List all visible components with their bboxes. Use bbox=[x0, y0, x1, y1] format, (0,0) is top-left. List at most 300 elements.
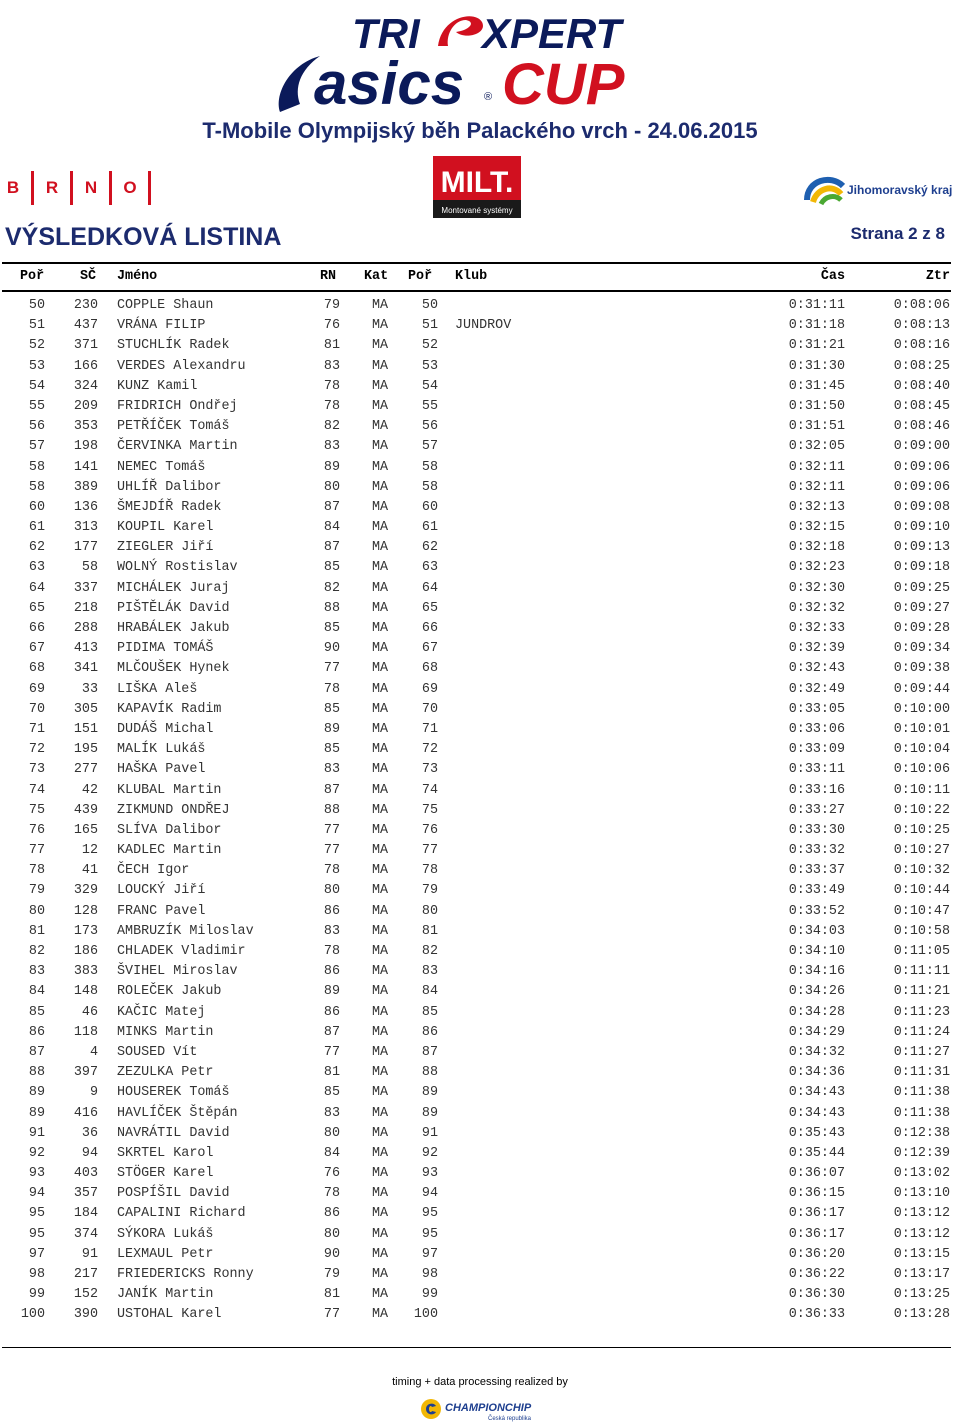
cell-rank: 69 bbox=[28, 681, 45, 697]
cell-bib: 46 bbox=[81, 1004, 98, 1020]
cell-year: 82 bbox=[323, 419, 340, 435]
cell-time: 0:34:36 bbox=[788, 1065, 845, 1081]
cell-gap: 0:08:45 bbox=[893, 398, 950, 414]
cell-year: 80 bbox=[323, 1125, 340, 1141]
cell-name: CAPALINI Richard bbox=[117, 1206, 246, 1222]
table-row bbox=[0, 478, 960, 498]
cell-rank: 51 bbox=[28, 318, 45, 334]
results-table bbox=[0, 296, 960, 1326]
cell-name: LEXMAUL Petr bbox=[117, 1246, 214, 1262]
cell-category: MA bbox=[371, 903, 389, 919]
cell-name: HRABÁLEK Jakub bbox=[117, 621, 230, 636]
cell-rank: 77 bbox=[28, 843, 45, 859]
cell-year: 85 bbox=[323, 701, 340, 717]
cell-year: 77 bbox=[323, 1044, 340, 1060]
header-bottom-rule bbox=[2, 290, 951, 292]
cell-category-rank: 77 bbox=[421, 843, 438, 859]
cell-name: ŠVIHEL Miroslav bbox=[117, 964, 238, 980]
cell-name: KADLEC Martin bbox=[117, 843, 222, 859]
brno-letter: B bbox=[6, 178, 20, 197]
cell-rank: 84 bbox=[28, 984, 45, 1000]
cell-category: MA bbox=[371, 641, 389, 657]
cell-bib: 195 bbox=[73, 742, 98, 758]
cell-rank: 75 bbox=[28, 802, 45, 818]
cell-year: 79 bbox=[323, 1267, 340, 1282]
cell-rank: 98 bbox=[28, 1267, 45, 1282]
cell-category-rank: 63 bbox=[421, 560, 438, 576]
cell-name: SOUSED Vít bbox=[117, 1044, 198, 1060]
cell-gap: 0:09:44 bbox=[893, 681, 950, 697]
cell-bib: 94 bbox=[81, 1145, 98, 1161]
cell-time: 0:32:32 bbox=[788, 600, 845, 616]
col-time: Čas bbox=[820, 269, 845, 284]
cell-gap: 0:10:58 bbox=[893, 923, 950, 939]
cell-gap: 0:09:25 bbox=[893, 580, 950, 596]
cell-gap: 0:11:38 bbox=[893, 1105, 950, 1121]
cell-category: MA bbox=[371, 1307, 389, 1323]
cell-rank: 99 bbox=[28, 1287, 45, 1303]
cell-time: 0:33:06 bbox=[788, 721, 845, 737]
table-row bbox=[0, 902, 960, 922]
cell-category: MA bbox=[371, 964, 389, 980]
cell-rank: 52 bbox=[28, 338, 45, 354]
cell-name: KLUBAL Martin bbox=[117, 782, 222, 798]
cell-time: 0:33:37 bbox=[788, 863, 845, 879]
cell-time: 0:35:43 bbox=[788, 1125, 845, 1141]
cell-category-rank: 65 bbox=[421, 600, 438, 616]
cell-category: MA bbox=[371, 701, 389, 717]
cell-name: JANÍK Martin bbox=[117, 1287, 214, 1303]
cell-bib: 33 bbox=[81, 681, 98, 697]
cell-time: 0:31:11 bbox=[788, 298, 845, 313]
cell-bib: 337 bbox=[73, 580, 98, 596]
cell-gap: 0:11:27 bbox=[893, 1044, 950, 1060]
cell-bib: 403 bbox=[73, 1166, 98, 1182]
cell-name: ČECH Igor bbox=[117, 863, 190, 879]
cell-year: 77 bbox=[323, 1307, 340, 1323]
col-year: RN bbox=[320, 269, 337, 284]
cell-name: VERDES Alexandru bbox=[117, 358, 246, 374]
cell-rank: 58 bbox=[28, 459, 45, 475]
cell-year: 77 bbox=[323, 661, 340, 677]
cell-rank: 95 bbox=[28, 1206, 45, 1222]
cell-time: 0:33:32 bbox=[788, 843, 845, 859]
cell-rank: 76 bbox=[28, 822, 45, 838]
cell-name: DUDÁŠ Michal bbox=[117, 721, 214, 737]
cell-name: ČERVINKA Martin bbox=[117, 439, 238, 455]
table-row bbox=[0, 316, 960, 336]
cell-gap: 0:09:10 bbox=[893, 520, 950, 536]
cell-bib: 91 bbox=[81, 1246, 98, 1262]
logo-text-tri: TRI bbox=[352, 10, 420, 57]
cell-year: 78 bbox=[323, 398, 340, 414]
table-row bbox=[0, 1104, 960, 1124]
sheet-title: VÝSLEDKOVÁ LISTINA bbox=[5, 223, 282, 251]
cell-year: 86 bbox=[323, 1004, 340, 1020]
table-row bbox=[0, 700, 960, 720]
cell-category: MA bbox=[371, 721, 389, 737]
cell-category: MA bbox=[371, 822, 389, 838]
cell-category-rank: 100 bbox=[413, 1307, 438, 1323]
cell-category-rank: 72 bbox=[421, 742, 438, 758]
cell-category-rank: 67 bbox=[421, 641, 438, 657]
cell-year: 85 bbox=[323, 742, 340, 758]
cell-gap: 0:10:00 bbox=[893, 701, 950, 717]
table-row bbox=[0, 1245, 960, 1265]
cell-category-rank: 83 bbox=[421, 964, 438, 980]
table-row bbox=[0, 518, 960, 538]
cell-gap: 0:10:25 bbox=[893, 822, 950, 838]
cell-year: 81 bbox=[323, 1287, 340, 1303]
cell-bib: 128 bbox=[73, 903, 98, 919]
cell-year: 83 bbox=[323, 923, 340, 939]
cell-gap: 0:08:13 bbox=[893, 318, 950, 334]
cell-category-rank: 75 bbox=[421, 802, 438, 818]
table-row bbox=[0, 1164, 960, 1184]
cell-bib: 184 bbox=[73, 1206, 98, 1222]
cell-rank: 89 bbox=[28, 1105, 45, 1121]
cell-time: 0:33:16 bbox=[788, 782, 845, 798]
logo-text-cup: CUP bbox=[502, 52, 625, 116]
cell-year: 84 bbox=[323, 520, 340, 536]
cell-name: SLÍVA Dalibor bbox=[117, 822, 222, 838]
cell-category: MA bbox=[371, 520, 389, 536]
cell-category-rank: 50 bbox=[421, 298, 438, 313]
cell-gap: 0:10:11 bbox=[893, 782, 950, 798]
cell-name: ZIKMUND ONDŘEJ bbox=[117, 802, 230, 818]
cell-category-rank: 60 bbox=[421, 499, 438, 515]
cell-year: 89 bbox=[323, 721, 340, 737]
cell-bib: 374 bbox=[73, 1226, 98, 1242]
cell-category: MA bbox=[371, 1044, 389, 1060]
cell-time: 0:32:11 bbox=[788, 479, 845, 495]
cell-year: 83 bbox=[323, 358, 340, 374]
cell-bib: 41 bbox=[81, 863, 98, 879]
cell-category-rank: 53 bbox=[421, 358, 438, 374]
cell-gap: 0:08:40 bbox=[893, 378, 950, 394]
cell-name: UHLÍŘ Dalibor bbox=[117, 479, 222, 495]
cell-name: COPPLE Shaun bbox=[117, 298, 214, 313]
cell-year: 78 bbox=[323, 681, 340, 697]
cell-time: 0:32:05 bbox=[788, 439, 845, 455]
cell-year: 78 bbox=[323, 863, 340, 879]
event-title: T-Mobile Olympijský běh Palackého vrch - 24.06.2015 bbox=[202, 118, 758, 143]
cell-rank: 78 bbox=[28, 863, 45, 879]
cell-bib: 324 bbox=[73, 378, 98, 394]
cell-rank: 86 bbox=[28, 1024, 45, 1040]
cell-category-rank: 76 bbox=[421, 822, 438, 838]
col-category: Kat bbox=[364, 269, 389, 284]
cell-rank: 62 bbox=[28, 540, 45, 556]
table-row bbox=[0, 296, 960, 316]
cell-time: 0:31:21 bbox=[788, 338, 845, 354]
cell-name: ZEZULKA Petr bbox=[117, 1065, 214, 1081]
cell-year: 78 bbox=[323, 944, 340, 959]
table-row bbox=[0, 1285, 960, 1305]
brno-letter: R bbox=[45, 178, 59, 197]
cell-time: 0:34:03 bbox=[788, 923, 845, 939]
table-row bbox=[0, 1265, 960, 1285]
cell-category-rank: 66 bbox=[421, 621, 438, 636]
cell-time: 0:31:18 bbox=[788, 318, 845, 334]
cell-bib: 230 bbox=[73, 298, 98, 313]
jihomoravsky-kraj-logo bbox=[803, 170, 958, 206]
cell-rank: 50 bbox=[28, 298, 45, 313]
cell-year: 82 bbox=[323, 580, 340, 596]
cell-gap: 0:10:47 bbox=[893, 903, 950, 919]
table-row bbox=[0, 1003, 960, 1023]
cell-category-rank: 94 bbox=[421, 1186, 438, 1202]
cell-rank: 74 bbox=[28, 782, 45, 798]
cell-time: 0:34:29 bbox=[788, 1024, 845, 1040]
cell-category-rank: 82 bbox=[421, 944, 438, 959]
cell-name: MINKS Martin bbox=[117, 1024, 214, 1040]
cell-year: 81 bbox=[323, 338, 340, 354]
cell-category: MA bbox=[371, 843, 389, 859]
cell-category-rank: 52 bbox=[421, 338, 438, 354]
cell-category: MA bbox=[371, 459, 389, 475]
cell-time: 0:36:33 bbox=[788, 1307, 845, 1323]
cell-category-rank: 61 bbox=[421, 520, 438, 536]
cell-rank: 58 bbox=[28, 479, 45, 495]
cell-gap: 0:09:34 bbox=[893, 641, 950, 657]
cell-bib: 383 bbox=[73, 964, 98, 980]
cell-gap: 0:13:17 bbox=[893, 1267, 950, 1282]
cell-time: 0:31:50 bbox=[788, 398, 845, 414]
cell-name: NEMEC Tomáš bbox=[117, 459, 206, 475]
cell-gap: 0:13:02 bbox=[893, 1166, 950, 1182]
cell-rank: 65 bbox=[28, 600, 45, 616]
cell-rank: 97 bbox=[28, 1246, 45, 1262]
cell-name: FRANC Pavel bbox=[117, 903, 206, 919]
cell-rank: 92 bbox=[28, 1145, 45, 1161]
cell-category-rank: 56 bbox=[421, 419, 438, 435]
cell-gap: 0:13:15 bbox=[893, 1246, 950, 1262]
cell-rank: 67 bbox=[28, 641, 45, 657]
table-row bbox=[0, 801, 960, 821]
cell-rank: 71 bbox=[28, 721, 45, 737]
cell-gap: 0:09:06 bbox=[893, 479, 950, 495]
cell-time: 0:36:15 bbox=[788, 1186, 845, 1202]
cell-time: 0:36:17 bbox=[788, 1206, 845, 1222]
cell-name: STÖGER Karel bbox=[117, 1166, 214, 1182]
cell-gap: 0:09:06 bbox=[893, 459, 950, 475]
cell-category-rank: 70 bbox=[421, 701, 438, 717]
cell-category-rank: 69 bbox=[421, 681, 438, 697]
cell-name: ROLEČEK Jakub bbox=[117, 984, 222, 1000]
cell-category-rank: 71 bbox=[421, 721, 438, 737]
cell-year: 80 bbox=[323, 479, 340, 495]
cell-year: 89 bbox=[323, 459, 340, 475]
cell-year: 85 bbox=[323, 560, 340, 576]
cell-category: MA bbox=[371, 681, 389, 697]
cell-name: PETŘÍČEK Tomáš bbox=[117, 419, 230, 435]
cell-rank: 85 bbox=[28, 1004, 45, 1020]
cell-time: 0:33:49 bbox=[788, 883, 845, 899]
cell-category: MA bbox=[371, 419, 389, 435]
cell-gap: 0:11:05 bbox=[893, 944, 950, 959]
table-row bbox=[0, 841, 960, 861]
cell-bib: 58 bbox=[81, 560, 98, 576]
triexpert-asics-cup-logo bbox=[270, 4, 700, 116]
cell-category: MA bbox=[371, 318, 389, 334]
table-row bbox=[0, 659, 960, 679]
cell-rank: 93 bbox=[28, 1166, 45, 1182]
cell-year: 77 bbox=[323, 843, 340, 859]
cell-time: 0:34:26 bbox=[788, 984, 845, 1000]
cell-category-rank: 80 bbox=[421, 903, 438, 919]
page-indicator: Strana 2 z 8 bbox=[850, 224, 945, 243]
cell-time: 0:34:28 bbox=[788, 1004, 845, 1020]
cell-bib: 390 bbox=[73, 1307, 98, 1323]
cell-time: 0:33:09 bbox=[788, 742, 845, 758]
cell-category: MA bbox=[371, 479, 389, 495]
cell-year: 90 bbox=[323, 1246, 340, 1262]
cell-bib: 4 bbox=[89, 1044, 98, 1060]
cell-year: 76 bbox=[323, 318, 340, 334]
cell-rank: 100 bbox=[20, 1307, 45, 1323]
table-row bbox=[0, 982, 960, 1002]
brno-divider bbox=[31, 171, 34, 205]
cell-gap: 0:10:22 bbox=[893, 802, 950, 818]
table-row bbox=[0, 942, 960, 962]
cell-gap: 0:09:08 bbox=[893, 499, 950, 515]
table-row bbox=[0, 760, 960, 780]
cell-time: 0:36:22 bbox=[788, 1267, 845, 1282]
cell-year: 85 bbox=[323, 621, 340, 636]
cell-time: 0:32:23 bbox=[788, 560, 845, 576]
logo-swirl bbox=[438, 16, 483, 46]
cell-gap: 0:10:06 bbox=[893, 762, 950, 778]
cell-category: MA bbox=[371, 1166, 389, 1182]
logo-text-asics: asics bbox=[314, 50, 465, 116]
cell-bib: 389 bbox=[73, 479, 98, 495]
cell-category-rank: 79 bbox=[421, 883, 438, 899]
cell-category-rank: 86 bbox=[421, 1024, 438, 1040]
cell-name: CHLADEK Vladimir bbox=[117, 944, 246, 959]
cell-category: MA bbox=[371, 1085, 389, 1101]
cell-bib: 152 bbox=[73, 1287, 98, 1303]
cell-category: MA bbox=[371, 1186, 389, 1202]
cell-category-rank: 55 bbox=[421, 398, 438, 414]
cell-category-rank: 57 bbox=[421, 439, 438, 455]
cell-bib: 141 bbox=[73, 459, 98, 475]
col-rank: Poř bbox=[20, 269, 45, 284]
table-row bbox=[0, 680, 960, 700]
cell-gap: 0:11:24 bbox=[893, 1024, 950, 1040]
cell-bib: 277 bbox=[73, 762, 98, 778]
cell-category: MA bbox=[371, 742, 389, 758]
cell-category-rank: 92 bbox=[421, 1145, 438, 1161]
cell-bib: 305 bbox=[73, 701, 98, 717]
milt-name: MILT. bbox=[440, 166, 514, 199]
cell-rank: 89 bbox=[28, 1085, 45, 1101]
cell-gap: 0:12:39 bbox=[893, 1145, 950, 1161]
table-row bbox=[0, 922, 960, 942]
cell-time: 0:31:45 bbox=[788, 378, 845, 394]
cell-time: 0:32:39 bbox=[788, 641, 845, 657]
championchip-logo bbox=[420, 1396, 540, 1422]
cell-year: 83 bbox=[323, 439, 340, 455]
cell-year: 87 bbox=[323, 499, 340, 515]
cell-time: 0:32:11 bbox=[788, 459, 845, 475]
table-row bbox=[0, 1043, 960, 1063]
cell-year: 83 bbox=[323, 762, 340, 778]
cell-bib: 313 bbox=[73, 520, 98, 536]
cell-rank: 83 bbox=[28, 964, 45, 980]
cell-gap: 0:10:44 bbox=[893, 883, 950, 899]
cell-category-rank: 87 bbox=[421, 1044, 438, 1060]
cell-category: MA bbox=[371, 621, 389, 636]
cell-name: SÝKORA Lukáš bbox=[117, 1226, 214, 1242]
cell-category: MA bbox=[371, 782, 389, 798]
cell-year: 77 bbox=[323, 822, 340, 838]
cell-year: 86 bbox=[323, 1206, 340, 1222]
table-row bbox=[0, 417, 960, 437]
cell-category-rank: 89 bbox=[421, 1085, 438, 1101]
cell-category-rank: 85 bbox=[421, 1004, 438, 1020]
cell-gap: 0:11:23 bbox=[893, 1004, 950, 1020]
cell-time: 0:31:30 bbox=[788, 358, 845, 374]
cell-name: HAVLÍČEK Štěpán bbox=[117, 1105, 238, 1121]
cell-gap: 0:10:27 bbox=[893, 843, 950, 859]
cell-bib: 186 bbox=[73, 944, 98, 959]
cell-category: MA bbox=[371, 1206, 389, 1222]
cell-year: 87 bbox=[323, 782, 340, 798]
brno-divider bbox=[109, 171, 112, 205]
cell-club: JUNDROV bbox=[455, 318, 512, 334]
cell-year: 80 bbox=[323, 1226, 340, 1242]
cell-name: KAČIC Matej bbox=[117, 1004, 206, 1020]
cell-category: MA bbox=[371, 1267, 389, 1282]
cell-gap: 0:08:06 bbox=[893, 298, 950, 313]
cell-year: 84 bbox=[323, 1145, 340, 1161]
cell-bib: 166 bbox=[73, 358, 98, 374]
cell-gap: 0:09:18 bbox=[893, 560, 950, 576]
cell-category-rank: 88 bbox=[421, 1065, 438, 1081]
table-row bbox=[0, 1204, 960, 1224]
cell-category: MA bbox=[371, 883, 389, 899]
cell-category: MA bbox=[371, 762, 389, 778]
cell-time: 0:33:27 bbox=[788, 802, 845, 818]
cell-category: MA bbox=[371, 661, 389, 677]
table-row bbox=[0, 781, 960, 801]
cell-year: 90 bbox=[323, 641, 340, 657]
cell-name: USTOHAL Karel bbox=[117, 1307, 222, 1323]
cell-time: 0:34:10 bbox=[788, 944, 845, 959]
cell-name: PIŠTĚLÁK David bbox=[117, 600, 230, 616]
cell-bib: 118 bbox=[73, 1024, 98, 1040]
cell-time: 0:32:13 bbox=[788, 499, 845, 515]
cell-rank: 60 bbox=[28, 499, 45, 515]
cell-year: 83 bbox=[323, 1105, 340, 1121]
table-row bbox=[0, 377, 960, 397]
col-gap: Ztr bbox=[925, 269, 950, 284]
cell-gap: 0:13:28 bbox=[893, 1307, 950, 1323]
cell-category: MA bbox=[371, 863, 389, 879]
cell-time: 0:32:18 bbox=[788, 540, 845, 556]
cell-category-rank: 98 bbox=[421, 1267, 438, 1282]
cell-rank: 87 bbox=[28, 1044, 45, 1060]
cell-name: MICHÁLEK Juraj bbox=[117, 580, 230, 596]
cell-bib: 12 bbox=[81, 843, 98, 859]
cell-time: 0:34:16 bbox=[788, 964, 845, 980]
col-category-rank: Poř bbox=[408, 269, 433, 284]
cell-name: NAVRÁTIL David bbox=[117, 1125, 230, 1141]
cell-bib: 42 bbox=[81, 782, 98, 798]
cell-rank: 68 bbox=[28, 661, 45, 677]
cell-category: MA bbox=[371, 439, 389, 455]
